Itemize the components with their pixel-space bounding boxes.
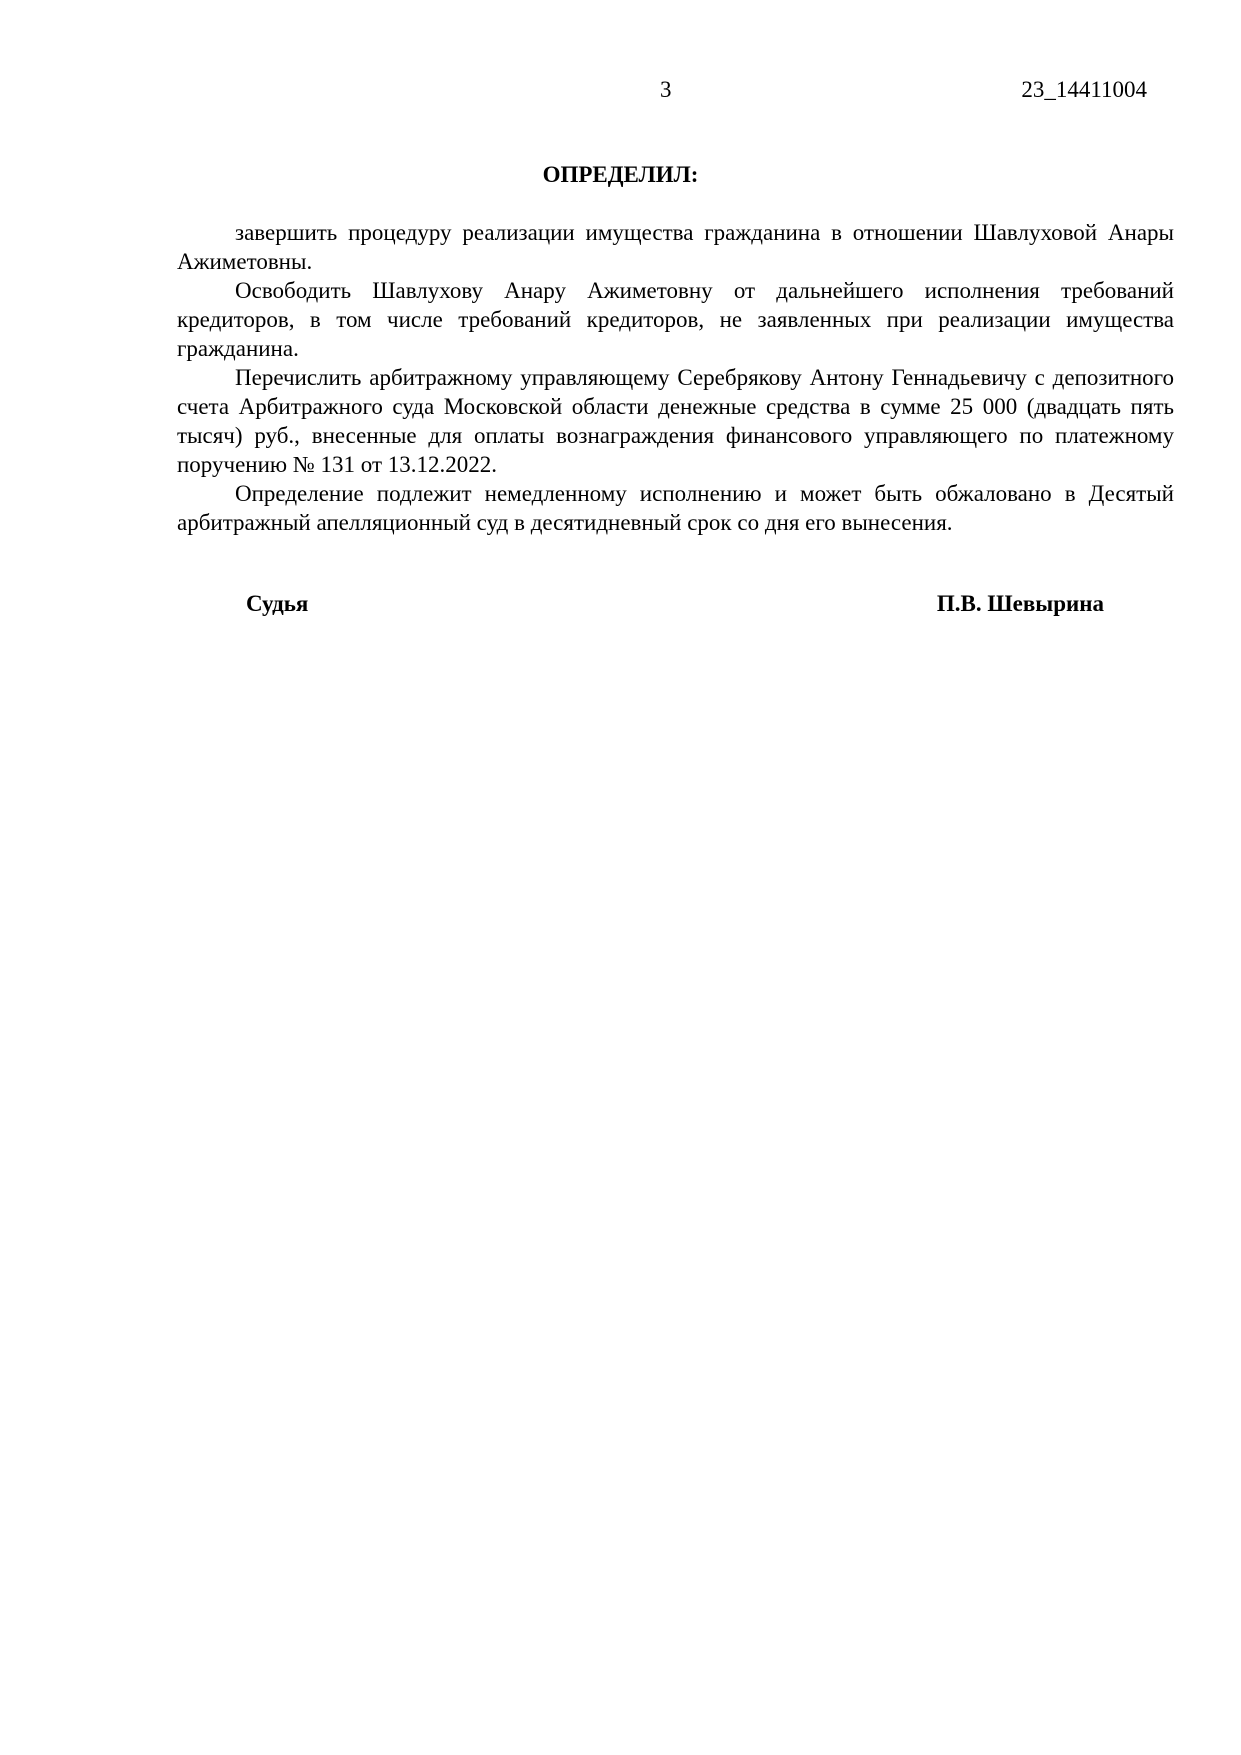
judge-name: П.В. Шевырина [936,591,1104,616]
judge-title: Судья [246,591,309,616]
ruling-paragraph: завершить процедуру реализации имущества гражданина в отношении Шавлуховой Анары Ажиметовны. [177,220,1174,274]
document-heading: ОПРЕДЕЛИЛ: [542,162,699,187]
ruling-paragraph: Освободить Шавлухову Анару Ажиметовну от дальнейшего исполнения требований кредиторов, в том числе требований кредиторов, не заявленных при реализации имущества гражданина. [177,278,1174,361]
case-number: 23_14411004 [1021,77,1147,102]
page-number: 3 [660,77,672,102]
ruling-body [177,218,1174,537]
ruling-paragraph: Перечислить арбитражному управляющему Серебрякову Антону Геннадьевичу с депозитного счета Арбитражного суда Московской области денежные средства в сумме 25 000 (двадцать пять тысяч) руб., внесенные для оплаты вознаграждения финансового управляющего по платежному поручению № 131 от 13.12.2022. [177,365,1174,477]
ruling-paragraph: Определение подлежит немедленному исполнению и может быть обжаловано в Десятый арбитражный апелляционный суд в десятидневный срок со дня его вынесения. [177,481,1174,535]
